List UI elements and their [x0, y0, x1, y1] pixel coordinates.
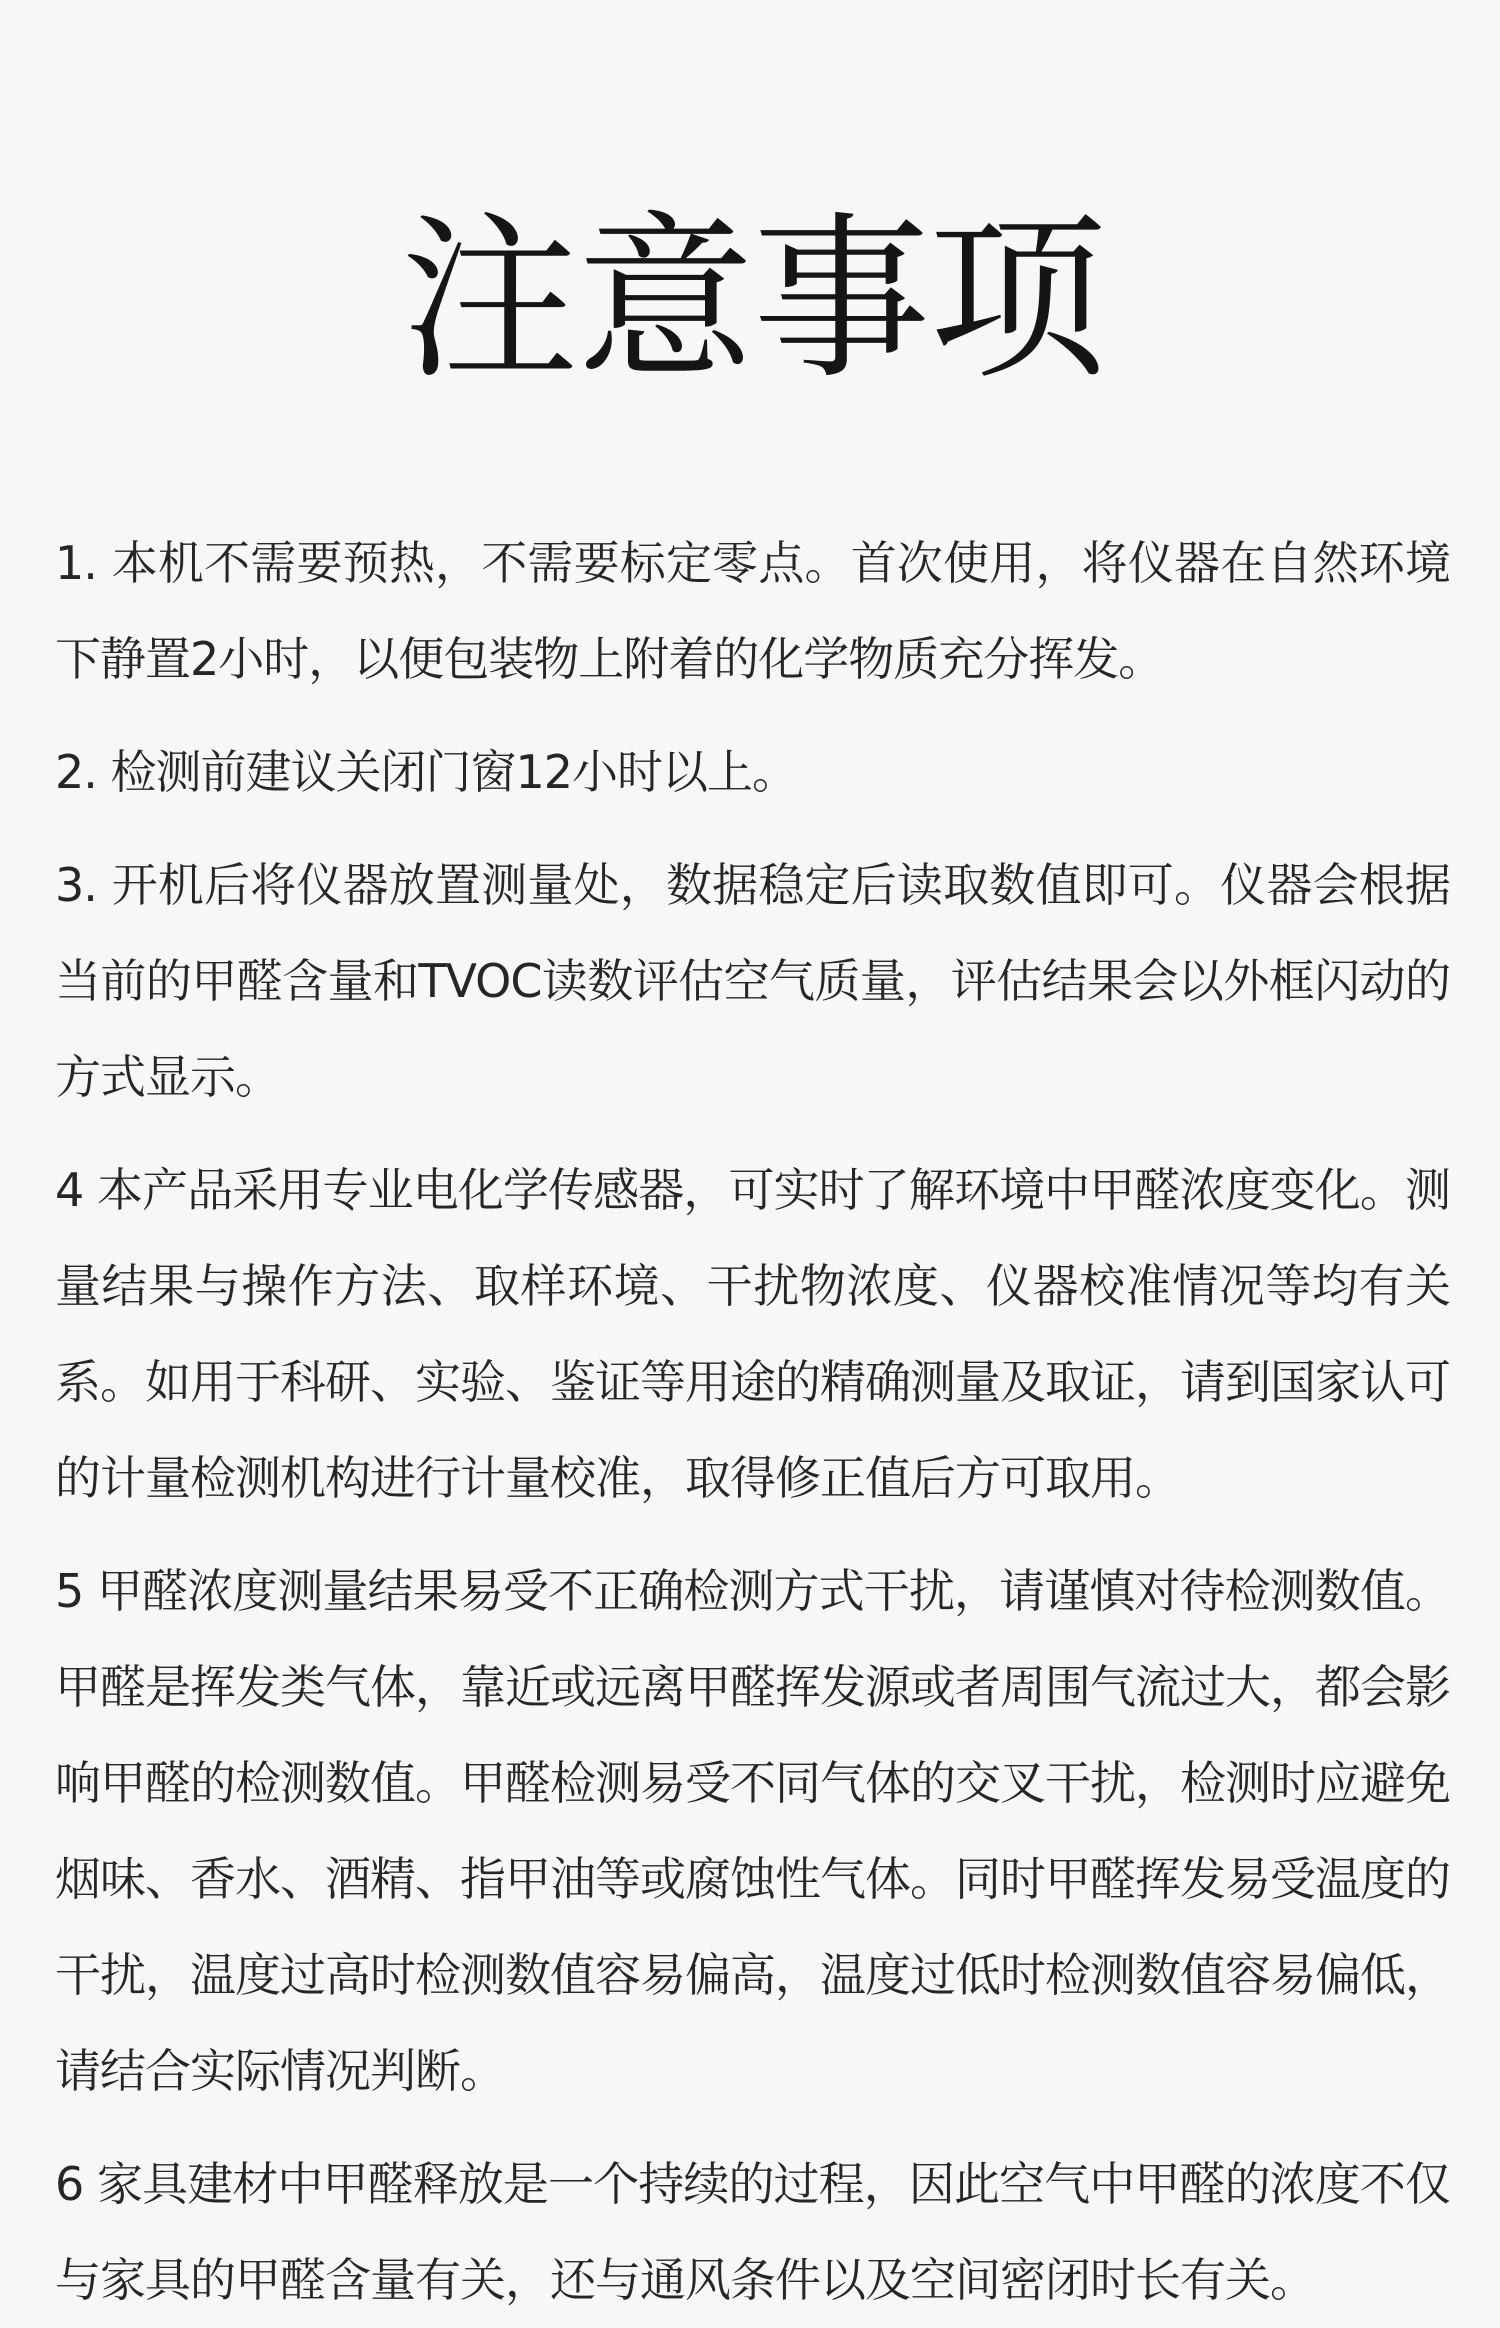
- notes-list: [55, 515, 1450, 2328]
- note-item-3: 3. 开机后将仪器放置测量处，数据稳定后读取数值即可。仪器会根据当前的甲醛含量和TVOC读数评估空气质量，评估结果会以外框闪动的方式显示。: [55, 858, 1450, 1104]
- note-item-4: 4 本产品采用专业电化学传感器，可实时了解环境中甲醛浓度变化。测量结果与操作方法、取样环境、干扰物浓度、仪器校准情况等均有关系。如用于科研、实验、鉴证等用途的精确测量及取证，请到国家认可的计量检测机构进行计量校准，取得修正值后方可取用。: [55, 1163, 1450, 1505]
- note-item-6: 6 家具建材中甲醛释放是一个持续的过程，因此空气中甲醛的浓度不仅与家具的甲醛含量有关，还与通风条件以及空间密闭时长有关。: [55, 2157, 1450, 2307]
- note-item-1: 1. 本机不需要预热，不需要标定零点。首次使用，将仪器在自然环境下静置2小时，以便包装物上附着的化学物质充分挥发。: [55, 536, 1450, 686]
- page-title: 注意事项: [400, 196, 1105, 403]
- note-item-5: 5 甲醛浓度测量结果易受不正确检测方式干扰，请谨慎对待检测数值。甲醛是挥发类气体，靠近或远离甲醛挥发源或者周围气流过大，都会影响甲醛的检测数值。甲醛检测易受不同气体的交叉干扰，检测时应避免烟味、香水、酒精、指甲油等或腐蚀性气体。同时甲醛挥发易受温度的干扰，温度过高时检测数值容易偏高，温度过低时检测数值容易偏低，请结合实际情况判断。: [55, 1564, 1450, 2098]
- note-item-2: 2. 检测前建议关闭门窗12小时以上。: [55, 745, 798, 799]
